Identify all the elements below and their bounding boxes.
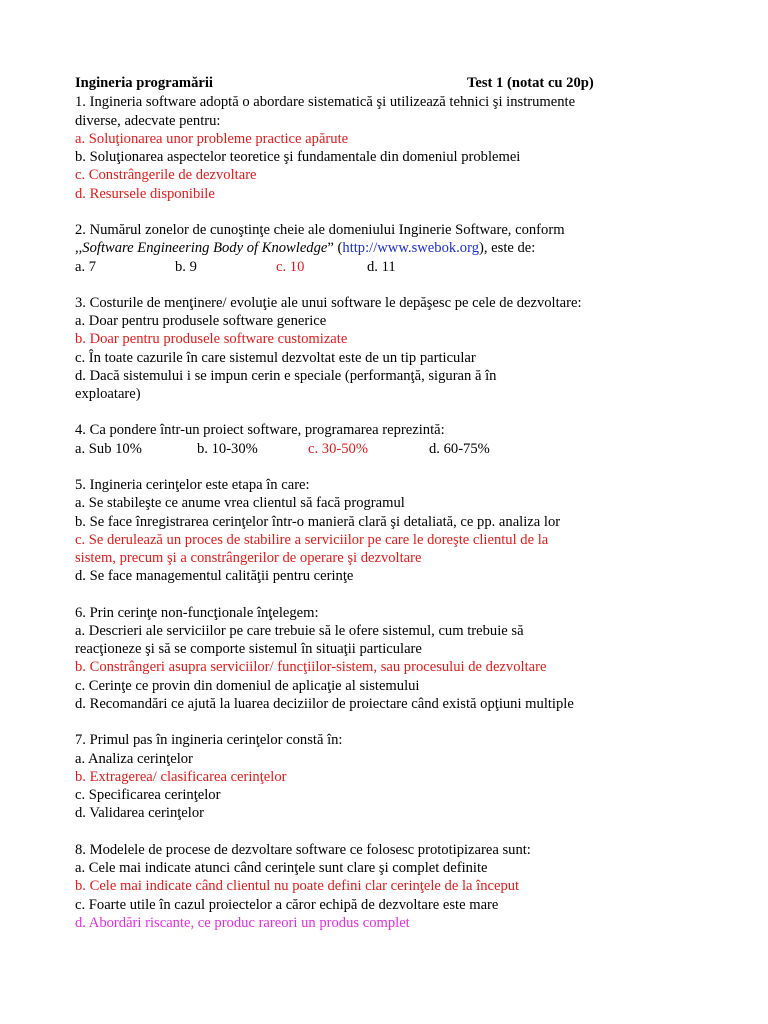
question-3-option-d: d. Dacă sistemului i se impun cerin e speciale (performanţă, siguran ă în (75, 367, 497, 384)
question-3-option-b: b. Doar pentru produsele software customizate (75, 331, 348, 348)
question-2-option-b: b. 9 (175, 258, 197, 275)
quote-close: ” ( (327, 240, 343, 257)
question-1-option-c: c. Constrângerile de dezvoltare (75, 167, 257, 184)
question-2-text: 2. Numărul zonelor de cunoştinţe cheie ale domeniului Inginerie Software, conform (75, 221, 565, 238)
question-5-option-c-cont: sistem, precum şi a constrângerilor de operare şi dezvoltare (75, 550, 422, 567)
question-3-text: 3. Costurile de menţinere/ evoluţie ale unui software le depăşesc pe cele de dezvoltare: (75, 294, 582, 311)
question-6-option-b: b. Constrângeri asupra serviciilor/ funcţiilor-sistem, sau procesului de dezvoltare (75, 659, 547, 676)
question-8-option-d: d. Abordări riscante, ce produc rareori un produs complet (75, 914, 410, 931)
question-3-option-c: c. În toate cazurile în care sistemul dezvoltat este de un tip particular (75, 349, 476, 366)
question-6-option-d: d. Recomandări ce ajută la luarea deciziilor de proiectare când există opţiuni multiple (75, 696, 574, 713)
question-2-option-c: c. 10 (276, 258, 305, 275)
question-5-option-b: b. Se face înregistrarea cerinţelor într-o manieră clară şi detaliată, ce pp. analiza lor (75, 513, 561, 530)
question-1 (75, 93, 690, 203)
question-6-option-a-cont: reacţioneze şi să se comporte sistemul în situaţii particulare (75, 641, 422, 658)
question-5-option-d: d. Se face managementul calităţii pentru cerinţe (75, 568, 354, 585)
question-7-option-a: a. Analiza cerinţelor (75, 750, 193, 767)
question-2-option-d: d. 11 (367, 258, 396, 275)
question-1-option-b: b. Soluţionarea aspectelor teoretice şi fundamentale din domeniul problemei (75, 149, 521, 166)
question-3 (75, 294, 690, 404)
question-7-option-b: b. Extragerea/ clasificarea cerinţelor (75, 768, 287, 785)
question-8 (75, 841, 690, 932)
question-7-text: 7. Primul pas în ingineria cerinţelor constă în: (75, 732, 343, 749)
question-2 (75, 221, 690, 276)
question-8-option-b: b. Cele mai indicate când clientul nu poate defini clar cerinţele de la început (75, 878, 520, 895)
question-6-option-a: a. Descrieri ale serviciilor pe care trebuie să le ofere sistemul, cum trebuie să (75, 622, 524, 639)
quote-open: ,, (75, 240, 83, 257)
question-5-text: 5. Ingineria cerinţelor este etapa în care: (75, 476, 310, 493)
question-2-tail: ), este de: (479, 240, 536, 257)
question-1-option-d: d. Resursele disponibile (75, 185, 215, 202)
question-7 (75, 731, 690, 822)
question-4-option-d: d. 60-75% (429, 440, 490, 457)
question-4-option-c: c. 30-50% (308, 440, 368, 457)
question-6 (75, 604, 690, 714)
question-1-text-cont: diverse, adecvate pentru: (75, 112, 221, 129)
question-4 (75, 421, 690, 458)
question-6-option-c: c. Cerinţe ce provin din domeniul de aplicaţie al sistemului (75, 677, 420, 694)
swebok-title: Software Engineering Body of Knowledge (82, 240, 328, 257)
question-5-option-c: c. Se derulează un proces de stabilire a serviciilor pe care le doreşte clientul de la (75, 531, 549, 548)
question-2-text-cont (75, 239, 690, 257)
course-title: Ingineria programării (75, 75, 213, 91)
question-7-option-d: d. Validarea cerinţelor (75, 805, 204, 822)
question-5-option-a: a. Se stabileşte ce anume vrea clientul să facă programul (75, 495, 405, 512)
question-4-option-b: b. 10-30% (197, 440, 258, 457)
question-8-option-a: a. Cele mai indicate atunci când cerinţele sunt clare şi complet definite (75, 859, 488, 876)
swebok-link[interactable]: http://www.swebok.org (342, 240, 479, 257)
question-2-options (75, 258, 690, 276)
question-4-option-a: a. Sub 10% (75, 440, 142, 457)
document-header (75, 75, 690, 93)
question-4-text: 4. Ca pondere într-un proiect software, programarea reprezintă: (75, 422, 445, 439)
question-7-option-c: c. Specificarea cerinţelor (75, 787, 221, 804)
question-1-option-a: a. Soluţionarea unor probleme practice apărute (75, 130, 349, 147)
question-3-option-d-cont: exploatare) (75, 386, 141, 403)
question-5 (75, 476, 690, 586)
question-3-option-a: a. Doar pentru produsele software generice (75, 313, 327, 330)
question-2-option-a: a. 7 (75, 258, 97, 275)
test-title: Test 1 (notat cu 20p) (467, 75, 594, 91)
test-document (75, 75, 690, 932)
question-8-text: 8. Modelele de procese de dezvoltare software ce folosesc prototipizarea sunt: (75, 841, 531, 858)
question-1-text: 1. Ingineria software adoptă o abordare sistematică şi utilizează tehnici şi instrumente (75, 94, 576, 111)
question-4-options (75, 440, 690, 458)
question-8-option-c: c. Foarte utile în cazul proiectelor a căror echipă de dezvoltare este mare (75, 896, 499, 913)
question-6-text: 6. Prin cerinţe non-funcţionale înţelegem: (75, 604, 319, 621)
